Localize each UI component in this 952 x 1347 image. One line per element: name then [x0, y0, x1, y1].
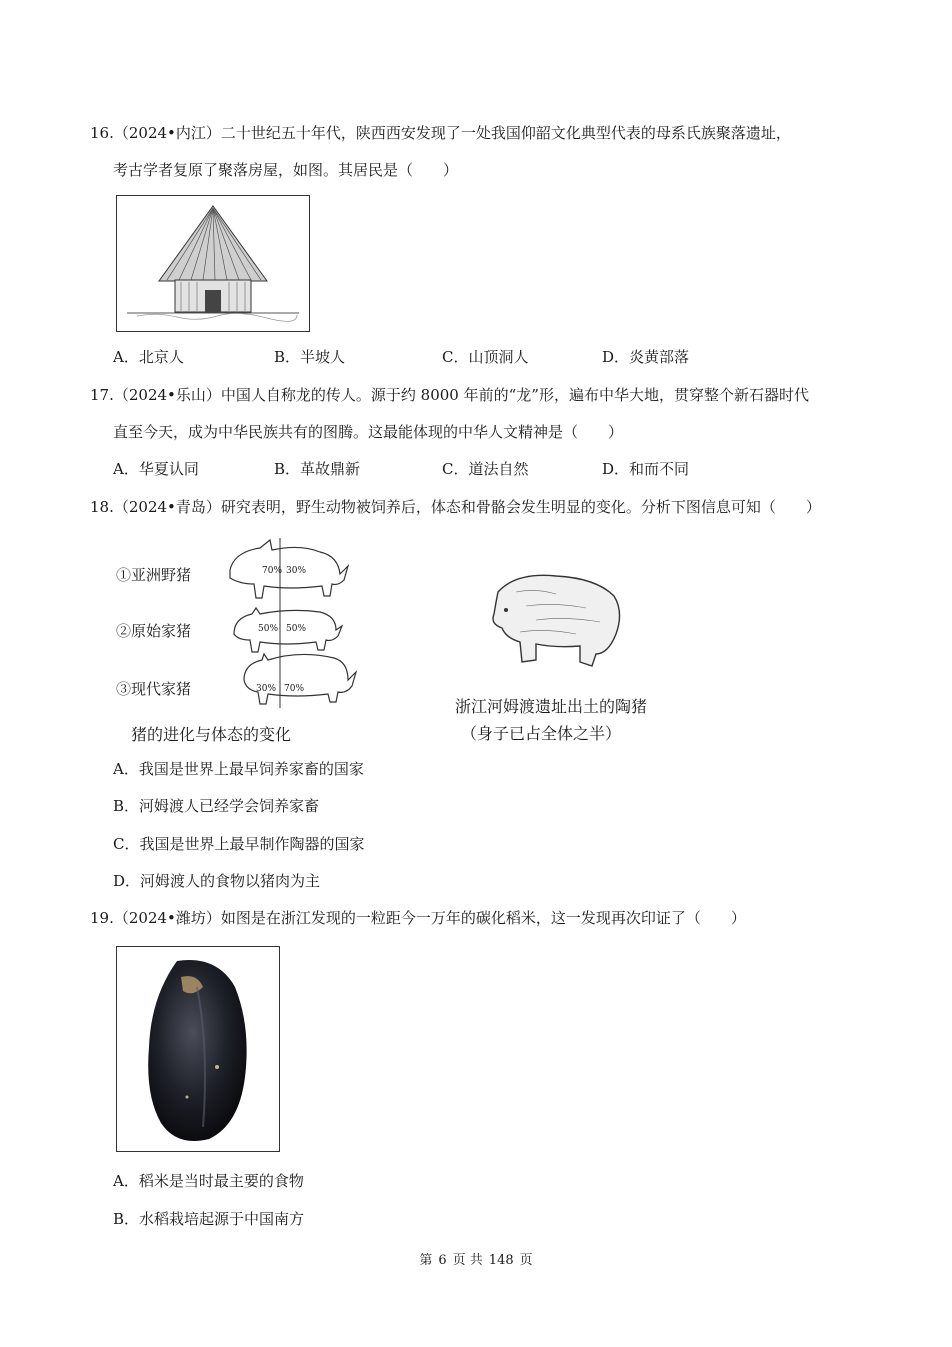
q18-option-a: A．我国是世界上最早饲养家畜的国家: [113, 760, 364, 778]
q18-option-c: C．我国是世界上最早制作陶器的国家: [113, 835, 365, 853]
q18-line1: [90, 496, 821, 518]
q16-source: （2024•内江）: [113, 124, 221, 142]
q19-option-b: B．水稻栽培起源于中国南方: [113, 1210, 305, 1228]
pig-silhouettes: [220, 530, 362, 710]
pig2-percent-left: 50%: [258, 624, 279, 634]
q17-stem-1: 中国人自称龙的传人。源于约 8000 年前的“龙”形，遍布中华大地，贯穿整个新石器时代: [220, 386, 809, 404]
pig-evolution-figure: [112, 530, 362, 710]
q16-option-d: D．炎黄部落: [602, 348, 690, 366]
q16-number: 16.: [90, 124, 114, 142]
pottery-pig-caption-2: （身子已占全体之半）: [461, 724, 622, 743]
q18-source: （2024•青岛）: [113, 498, 221, 516]
q18-option-d: D．河姆渡人的食物以猪肉为主: [113, 872, 321, 890]
q16-stem-2: 考古学者复原了聚落房屋，如图。其居民是（ ）: [113, 161, 459, 179]
footer-prefix: 第: [419, 1253, 433, 1268]
pig-label-modern: ③现代家猪: [116, 680, 192, 698]
pig3-percent-right: 70%: [284, 684, 305, 694]
q19-line1: [90, 907, 746, 929]
page-footer: [0, 1249, 952, 1268]
footer-page-number: 6: [438, 1253, 447, 1268]
q17-option-a: A．华夏认同: [113, 460, 199, 478]
q17-option-c: C．道法自然: [442, 460, 529, 478]
footer-suffix: 页: [519, 1253, 533, 1268]
q16-option-b: B．半坡人: [274, 348, 346, 366]
q16-option-a: A．北京人: [113, 348, 184, 366]
pottery-pig-caption-1: 浙江河姆渡遗址出土的陶猪: [455, 697, 648, 716]
q17-stem-2: 直至今天，成为中华民族共有的图腾。这最能体现的中华人文精神是（ ）: [113, 423, 624, 441]
q18-stem-1: 研究表明，野生动物被饲养后，体态和骨骼会发生明显的变化。分析下图信息可知（ ）: [220, 498, 821, 516]
q19-stem-1: 如图是在浙江发现的一粒距今一万年的碳化稻米，这一发现再次印证了（ ）: [220, 909, 746, 927]
pig-label-wild: ①亚洲野猪: [116, 566, 192, 584]
q17-option-b: B．革故鼎新: [274, 460, 361, 478]
q19-option-a: A．稻米是当时最主要的食物: [113, 1172, 304, 1190]
pig1-percent-right: 30%: [286, 566, 307, 576]
q16-line1: [90, 122, 791, 144]
q16-option-c: C．山顶洞人: [442, 348, 529, 366]
q19-source: （2024•潍坊）: [113, 909, 221, 927]
q16-hut-image: [116, 195, 310, 332]
q17-option-d: D．和而不同: [602, 460, 690, 478]
carbonized-rice-image: [116, 946, 280, 1152]
q16-stem-1: 二十世纪五十年代，陕西西安发现了一处我国仰韶文化典型代表的母系氏族聚落遗址，: [220, 124, 791, 142]
pig3-percent-left: 30%: [256, 684, 277, 694]
footer-total-pages: 148: [488, 1253, 514, 1268]
pig-label-primitive: ②原始家猪: [116, 622, 192, 640]
pig-figure-caption: 猪的进化与体态的变化: [131, 725, 292, 744]
q18-number: 18.: [90, 498, 114, 516]
q18-option-b: B．河姆渡人已经学会饲养家畜: [113, 797, 320, 815]
footer-middle: 页 共: [452, 1253, 483, 1268]
q17-number: 17.: [90, 386, 114, 404]
q19-number: 19.: [90, 909, 114, 927]
q17-line1: [90, 384, 809, 406]
q17-source: （2024•乐山）: [113, 386, 221, 404]
pig1-percent-left: 70%: [262, 566, 283, 576]
pottery-pig-image: [476, 562, 636, 672]
pig2-percent-right: 50%: [286, 624, 307, 634]
